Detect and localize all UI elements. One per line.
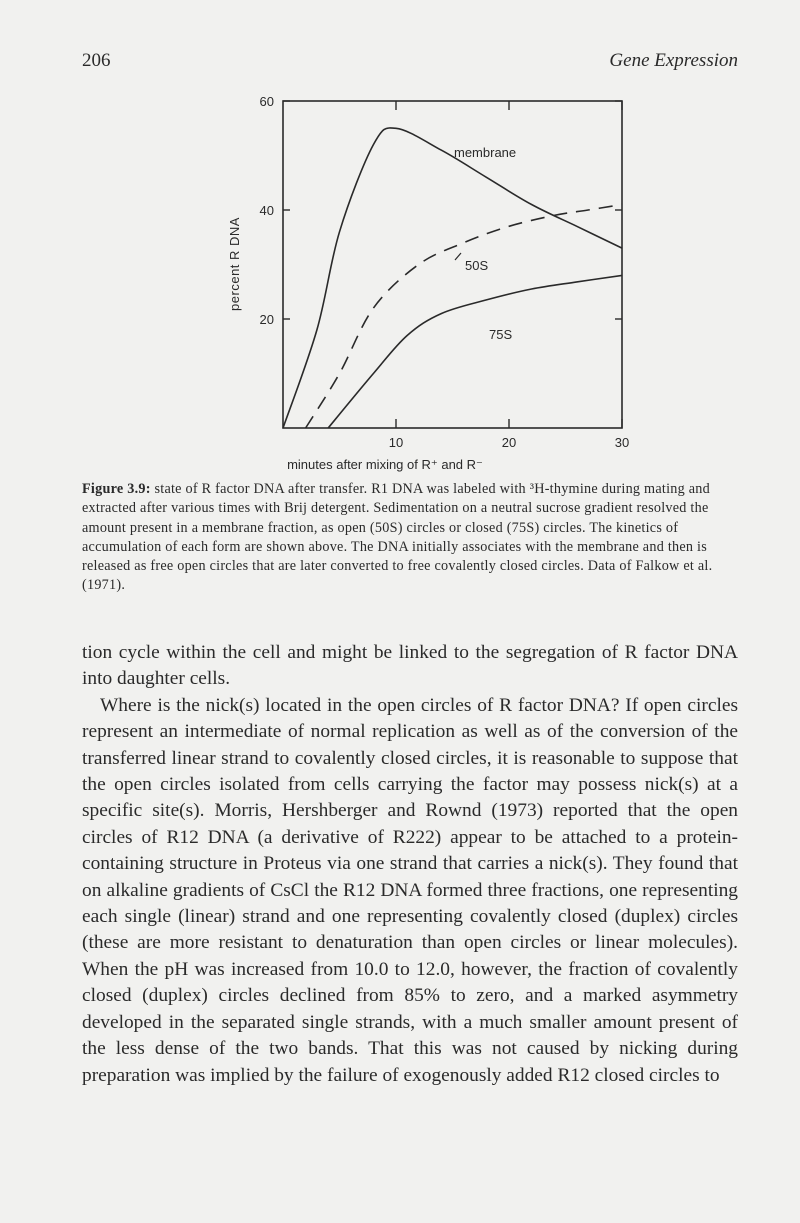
x-tick-label: 20 [501, 435, 517, 450]
x-tick-label: 10 [388, 435, 404, 450]
leader-50s [455, 253, 461, 260]
series-group [283, 128, 622, 428]
series-label-50s: 50S [465, 258, 489, 273]
series-line-75s [328, 275, 622, 428]
paragraph: Where is the nick(s) located in the open circles of R factor DNA? If open circles represent an intermediate of normal replication as well as of the conversion of the transferred linear strand to covalently closed circles, it is reasonable to suppose that the open circles isolated from cells carrying the factor may possess nick(s) at a specific site(s). Morris, Hershberger and Rownd (1973) reported that the open circles of R12 DNA (a derivative of R222) appear to be attached to a protein-containing structure in Proteus via one strand that carries a nick(s). They found that on alkaline gradients of CsCl the R12 DNA formed three fractions, one representing each single (linear) strand and one representing covalently closed (duplex) circles (these are more resistant to denaturation than open circles or linear molecules). When the pH was increased from 10.0 to 12.0, however, the fraction of covalently closed (duplex) circles declined from 85% to zero, and a marked asymmetry developed in the separated single strands, with a much smaller amount present of the less dense of the two bands. That this was not caused by nicking during preparation was implied by the failure of exogenously added R12 closed circles to [82, 694, 738, 1086]
x-axis-label: minutes after mixing of R⁺ and R⁻ [287, 457, 483, 472]
caption-text: state of R factor DNA after transfer. R1 DNA was labeled with ³H-thymine during mating and extracted after various times with Brij detergent. Sedimentation on a neutral sucrose gradient resolved the amount present in a membrane fraction, as open (50S) circles or closed (75S) circles. The kinetics of accumulation of each form are shown above. The DNA initially associates with the membrane and then is released as free open circles that are later converted to free covalently closed circles. Data of Falkow et al. (1971). [82, 481, 713, 594]
y-axis-label: percent R DNA [227, 217, 242, 311]
paragraph-continued: tion cycle within the cell and might be linked to the segregation of R factor DNA into daughter cells. [82, 642, 738, 690]
y-tick-label: 20 [259, 312, 274, 327]
series-label-75s: 75S [489, 327, 513, 342]
line-chart [215, 88, 635, 478]
axis-ticks [260, 94, 630, 450]
section-title: Gene Expression [609, 50, 738, 71]
running-head [82, 50, 738, 80]
figure-caption [82, 480, 738, 596]
body-text [82, 640, 738, 1089]
page-number: 206 [82, 50, 111, 71]
caption-label: Figure 3.9: [82, 481, 151, 497]
y-tick-label: 40 [259, 203, 274, 218]
figure [215, 88, 635, 478]
series-label-membrane: membrane [454, 145, 517, 160]
y-tick-label: 60 [259, 94, 274, 109]
x-tick-label: 30 [614, 435, 630, 450]
plot-frame [283, 101, 622, 428]
series-line-50s [306, 205, 622, 429]
